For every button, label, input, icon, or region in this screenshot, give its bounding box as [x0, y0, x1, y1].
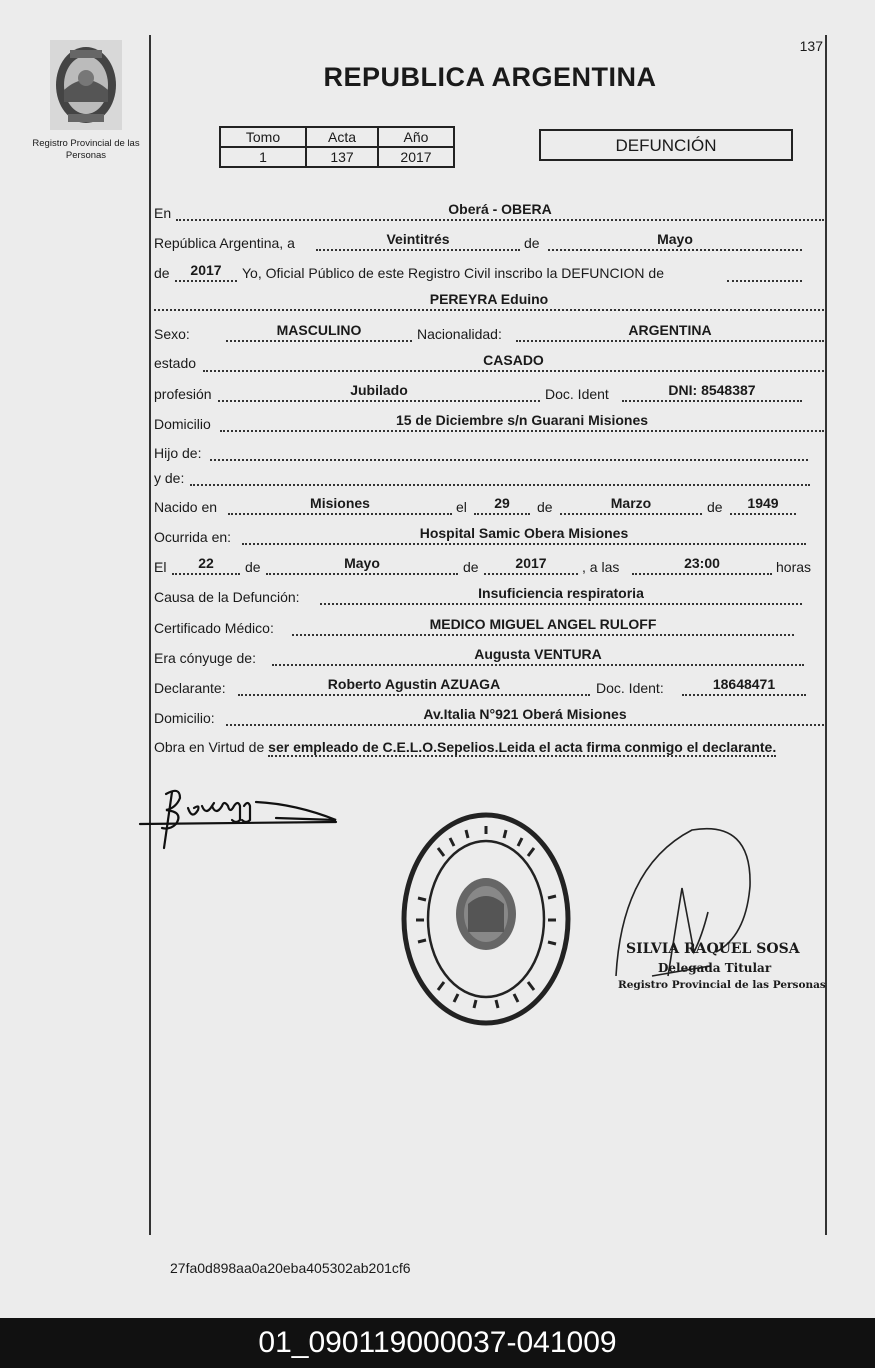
anio-header: Año [378, 127, 454, 147]
field-def-dia: 22 [172, 555, 240, 575]
label-el-1: el [456, 499, 467, 515]
field-nacionalidad: ARGENTINA [516, 322, 824, 342]
field-def-mes: Mayo [266, 555, 458, 575]
registry-name: Registro Provincial de las Personas [32, 138, 140, 161]
label-de-1: de [524, 235, 540, 251]
field-ocurrida-en: Hospital Samic Obera Misiones [242, 525, 806, 545]
field-profesion: Jubilado [218, 382, 540, 402]
acta-value: 137 [306, 147, 378, 167]
label-republica: República Argentina, a [154, 235, 295, 251]
label-doc-ident: Doc. Ident [545, 386, 609, 402]
field-statement-blank [727, 262, 802, 282]
field-declarante-domicilio: Av.Italia N°921 Oberá Misiones [226, 706, 824, 726]
statement-text: Yo, Oficial Público de este Registro Civil inscribo la DEFUNCION de [242, 265, 664, 281]
label-causa: Causa de la Defunción: [154, 589, 300, 605]
field-def-hora: 23:00 [632, 555, 772, 575]
tomo-header: Tomo [220, 127, 306, 147]
record-reference-table [219, 126, 455, 168]
field-domicilio: 15 de Diciembre s/n Guarani Misiones [220, 412, 824, 432]
label-sexo: Sexo: [154, 326, 190, 342]
official-office: Registro Provincial de las Personas [618, 979, 826, 991]
field-nac-mes: Marzo [560, 495, 702, 515]
field-mes-inscripcion: Mayo [548, 231, 802, 251]
field-def-anio: 2017 [484, 555, 578, 575]
field-anio-inscripcion: 2017 [175, 262, 237, 282]
label-declarante-domicilio: Domicilio: [154, 710, 215, 726]
label-estado: estado [154, 355, 197, 371]
record-type-box: DEFUNCIÓN [539, 129, 793, 161]
label-ocurrida-en: Ocurrida en: [154, 529, 232, 545]
anio-value: 2017 [378, 147, 454, 167]
field-sexo: MASCULINO [226, 322, 412, 342]
label-profesion: profesión [154, 386, 212, 402]
label-nacido-en: Nacido en [154, 499, 218, 515]
label-hijo-de: Hijo de: [154, 445, 202, 461]
label-de-2: de [154, 265, 170, 281]
field-declarante: Roberto Agustin AZUAGA [238, 676, 590, 696]
label-horas: horas [776, 559, 812, 575]
province-crest-logo [50, 40, 122, 130]
official-name: SILVIA RAQUEL SOSA [626, 941, 800, 957]
label-de-5: de [245, 559, 261, 575]
left-margin-line [149, 35, 151, 1235]
label-obra: Obra en Virtud de [154, 739, 265, 755]
field-doc-ident: DNI: 8548387 [622, 382, 802, 402]
label-certificado: Certificado Médico: [154, 620, 274, 636]
label-en: En [154, 205, 172, 221]
field-y-de [190, 466, 810, 486]
page-title: REPUBLICA ARGENTINA [323, 62, 657, 92]
acta-header: Acta [306, 127, 378, 147]
right-margin-line [825, 35, 827, 1235]
document-hash: 27fa0d898aa0a20eba405302ab201cf6 [170, 1260, 411, 1276]
field-nac-anio: 1949 [730, 495, 796, 515]
field-certificado: MEDICO MIGUEL ANGEL RULOFF [292, 616, 794, 636]
field-nacido-en: Misiones [228, 495, 452, 515]
field-conyuge: Augusta VENTURA [272, 646, 804, 666]
field-lugar: Oberá - OBERA [176, 201, 824, 221]
label-el-2: El [154, 559, 167, 575]
field-estado: CASADO [203, 352, 824, 372]
field-dia-inscripcion: Veintitrés [316, 231, 520, 251]
declarant-signature [136, 778, 346, 850]
label-a-las: , a las [582, 559, 620, 575]
tomo-value: 1 [220, 147, 306, 167]
footer-id-bar: 01_090119000037-041009 [0, 1318, 875, 1368]
label-declarante: Declarante: [154, 680, 226, 696]
label-nacionalidad: Nacionalidad: [417, 326, 502, 342]
label-de-3: de [537, 499, 553, 515]
label-domicilio: Domicilio [154, 416, 211, 432]
field-nac-dia: 29 [474, 495, 530, 515]
label-de-6: de [463, 559, 479, 575]
field-nombre: PEREYRA Eduino [154, 291, 824, 311]
label-conyuge: Era cónyuge de: [154, 650, 256, 666]
field-causa: Insuficiencia respiratoria [320, 585, 802, 605]
label-de-4: de [707, 499, 723, 515]
label-y-de: y de: [154, 470, 185, 486]
label-declarante-doc: Doc. Ident: [596, 680, 664, 696]
field-declarante-doc: 18648471 [682, 676, 806, 696]
obra-paragraph [154, 737, 824, 758]
official-stamp [398, 808, 574, 1030]
field-obra-texto: ser empleado de C.E.L.O.Sepelios.Leida el acta firma conmigo el declarante. [268, 739, 777, 755]
field-hijo-de [210, 441, 808, 461]
official-role: Delegada Titular [658, 961, 772, 975]
page-number: 137 [799, 38, 823, 54]
